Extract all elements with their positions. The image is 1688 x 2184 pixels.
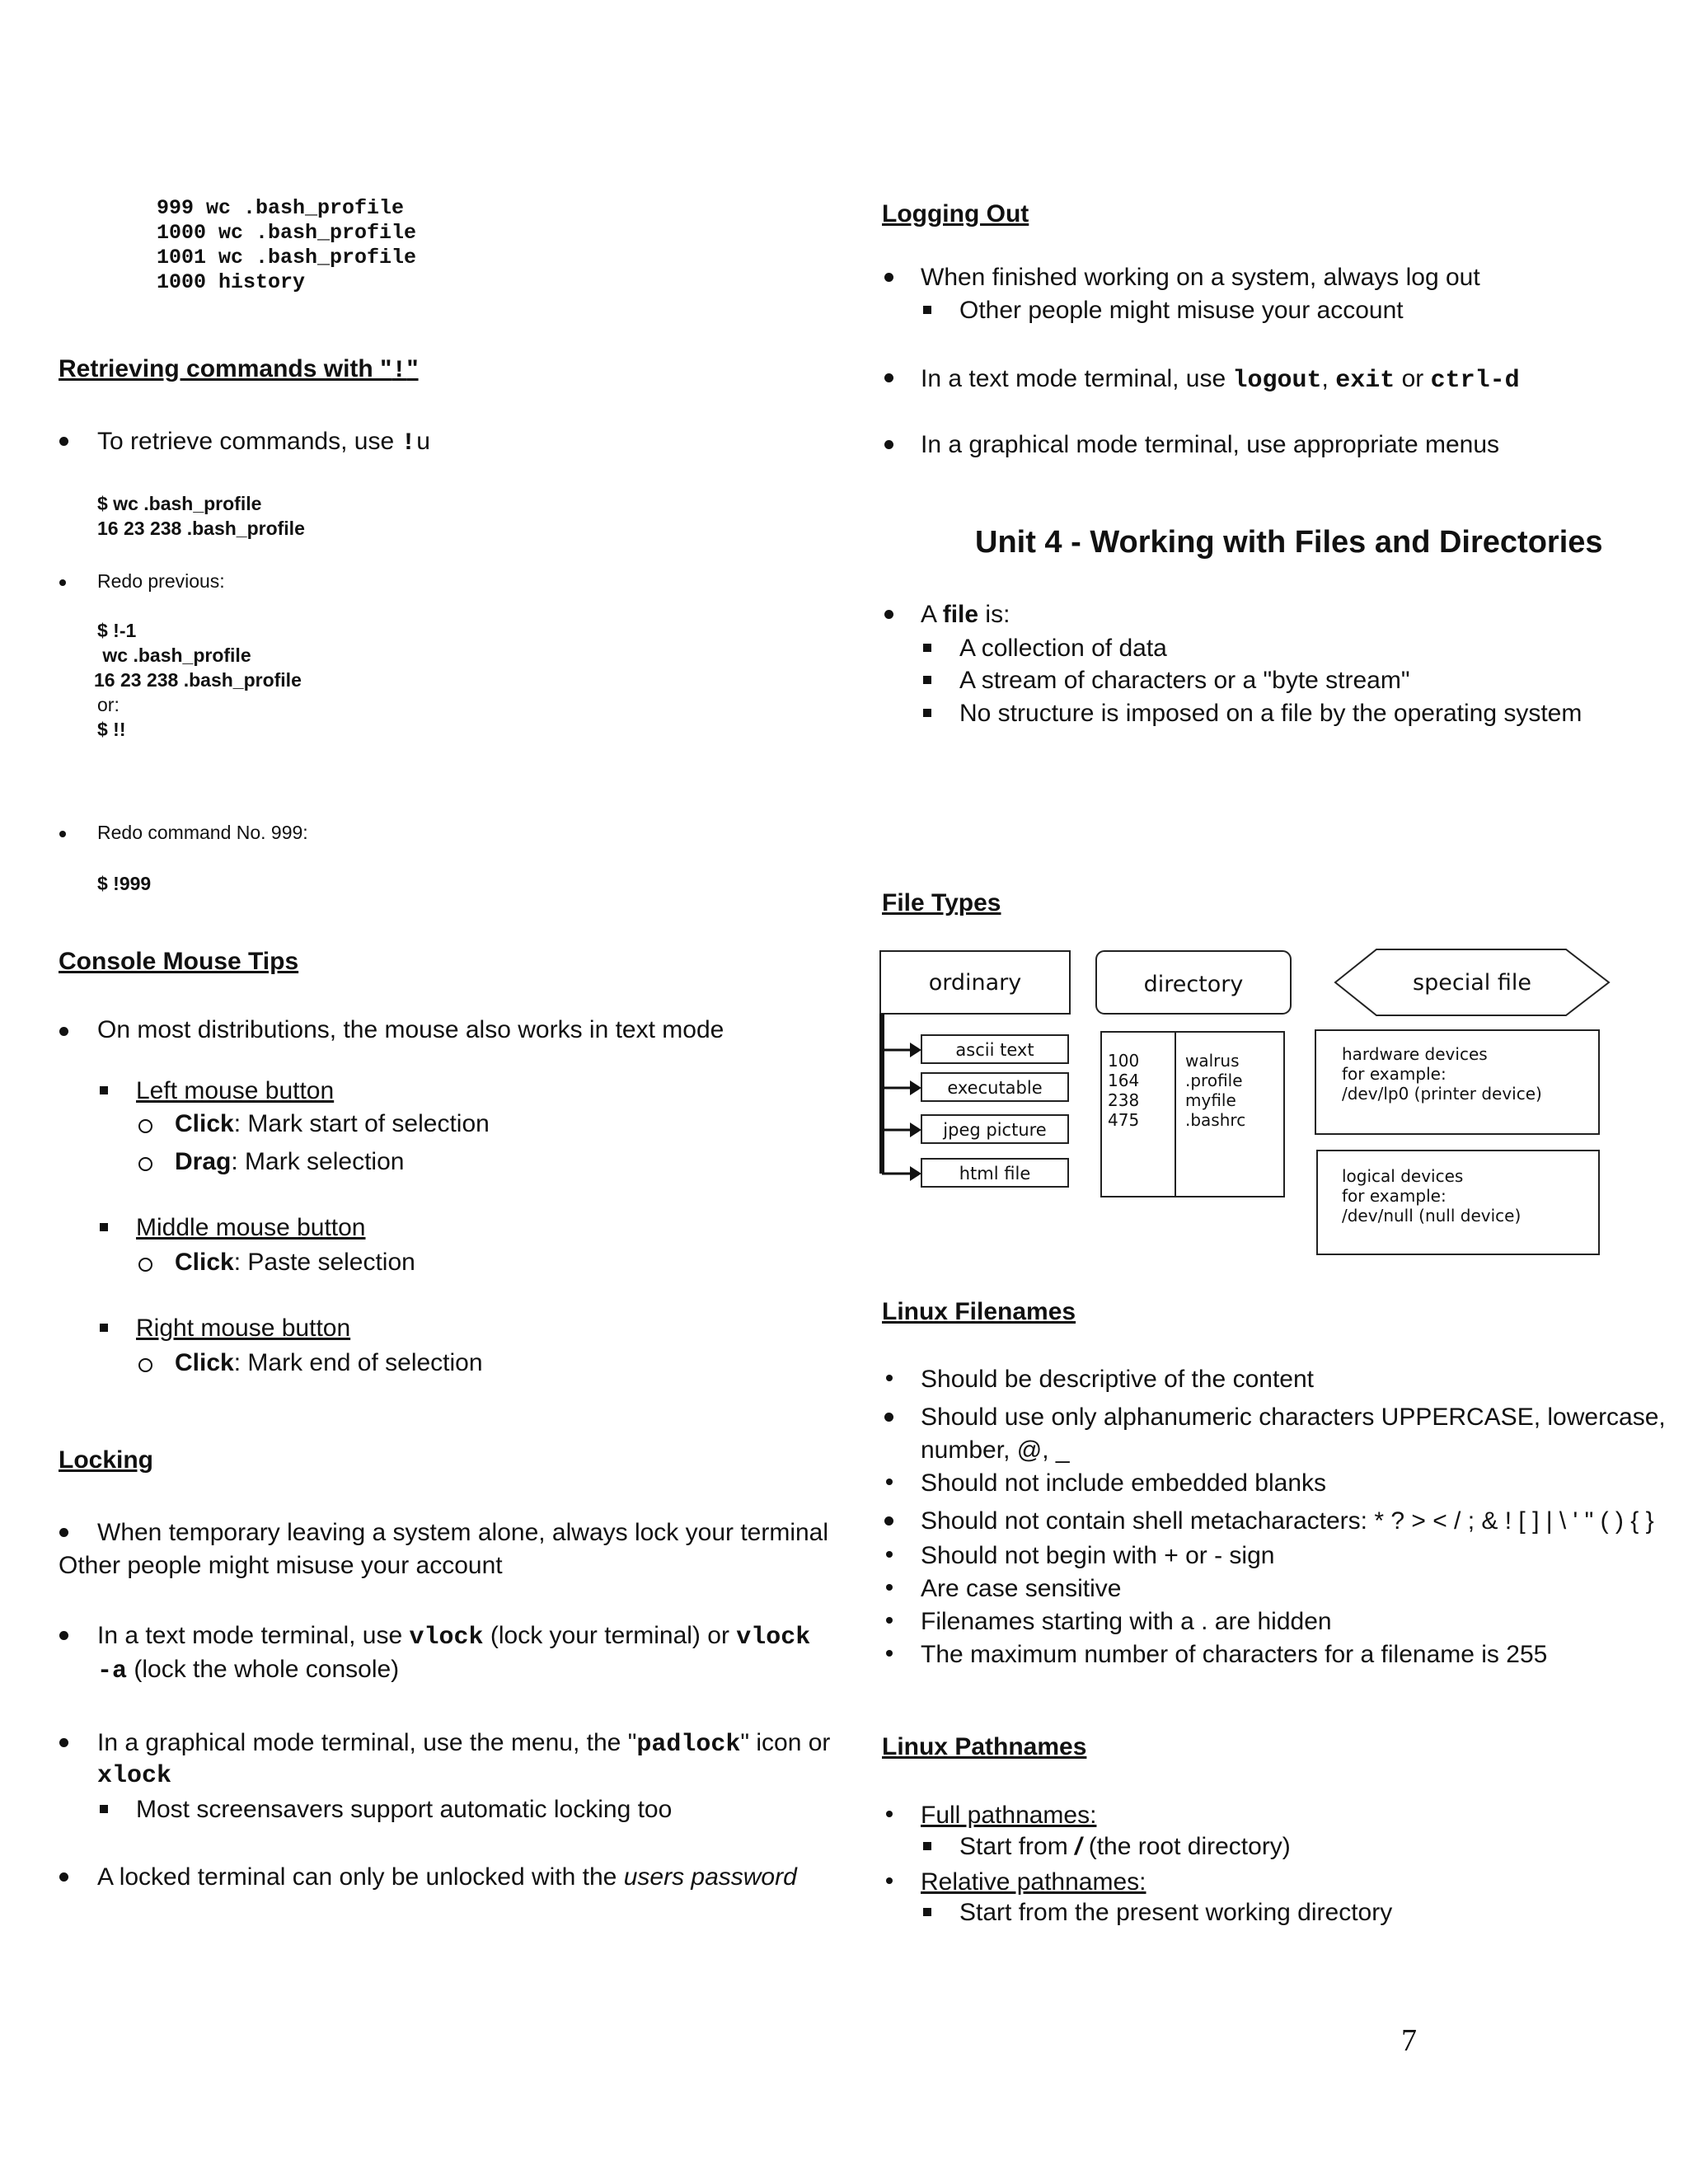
logical-line: /dev/null (null device) [1342,1206,1522,1226]
dir-entry-name: .profile [1185,1071,1243,1090]
square-bullet-icon [100,1324,108,1332]
relative-pathnames: Relative pathnames: [921,1868,1146,1896]
bullet-icon [59,1738,68,1747]
filename-rule: Should not contain shell metacharacters: * ? > < / ; & ! [ ] | \ ' " ( ) { } [921,1507,1654,1535]
right-click: Click: Mark end of selection [175,1349,483,1376]
hardware-line: hardware devices [1342,1044,1488,1064]
square-bullet-icon [923,1908,931,1916]
bullet-icon [886,1811,893,1817]
bullet-icon [59,1027,68,1036]
bullet-icon [884,373,893,382]
arrow-icon [910,1166,921,1181]
square-bullet-icon [923,709,931,717]
filename-rule: Should not begin with + or - sign [921,1542,1275,1569]
special-file-label: special file [1413,970,1531,996]
filename-rule: Should not include embedded blanks [921,1469,1327,1497]
bullet-icon [884,1516,893,1526]
html-label: html file [959,1164,1031,1183]
left-click: Click: Mark start of selection [175,1110,490,1137]
circle-bullet-icon [138,1258,152,1272]
example-line: $ !! [97,719,126,740]
redo-999: Redo command No. 999: [97,822,308,843]
left-drag: Drag: Mark selection [175,1148,405,1175]
inode-number: 238 [1108,1090,1140,1110]
bullet-icon [59,437,68,446]
square-bullet-icon [923,676,931,684]
dir-entry-name: walrus [1185,1051,1240,1071]
bullet-icon [884,273,893,282]
hardware-line: for example: [1342,1064,1447,1084]
bullet-icon [886,1551,893,1558]
logout-bullet-3: In a graphical mode terminal, use appropriate menus [921,431,1500,458]
bullet-icon [886,1479,893,1485]
square-bullet-icon [100,1223,108,1231]
middle-click: Click: Paste selection [175,1249,415,1276]
mouse-heading: Console Mouse Tips [59,948,299,975]
bullet-icon [886,1650,893,1657]
bullet-icon [59,1528,68,1537]
file-definition: A file is: [921,601,1010,628]
ordinary-label: ordinary [928,970,1022,996]
locking-bullet-3: In a graphical mode terminal, use the menu, the "padlock" icon or [97,1729,831,1759]
full-pathnames: Full pathnames: [921,1802,1097,1829]
bullet-icon [884,440,893,449]
dir-entry-name: myfile [1185,1090,1236,1110]
locking-bullet-2: In a text mode terminal, use vlock (lock your terminal) or vlock [97,1622,811,1652]
arrow-icon [910,1122,921,1137]
circle-bullet-icon [138,1157,152,1171]
inode-number: 164 [1108,1071,1140,1090]
retrieve-bullet: To retrieve commands, use !u [97,428,431,457]
example-line: 16 23 238 .bash_profile [97,518,305,539]
filename-rule: Are case sensitive [921,1575,1122,1602]
square-bullet-icon [923,1842,931,1850]
retrieve-heading: Retrieving commands with "!" [59,355,419,385]
locking-bullet-1-cont: Other people might misuse your account [59,1552,503,1579]
bullet-icon [59,831,66,837]
left-mouse-button: Left mouse button [136,1077,335,1104]
circle-bullet-icon [138,1358,152,1372]
right-mouse-button: Right mouse button [136,1315,351,1342]
bullet-icon [886,1617,893,1624]
directory-label: directory [1143,972,1244,997]
arrow-icon [910,1080,921,1095]
locking-bullet-3-sub: Most screensavers support automatic locking too [136,1796,673,1823]
square-bullet-icon [100,1086,108,1094]
square-bullet-icon [923,306,931,314]
logical-line: for example: [1342,1186,1447,1206]
logout-bullet-2: In a text mode terminal, use logout, exit or ctrl-d [921,365,1520,395]
full-pathnames-sub: Start from / (the root directory) [959,1833,1291,1860]
circle-bullet-icon [138,1119,152,1133]
executable-label: executable [947,1078,1043,1098]
history-line: 1001 wc .bash_profile [157,246,417,269]
filename-rule: Should use only alphanumeric characters UPPERCASE, lowercase, [921,1404,1666,1431]
bullet-icon [886,1584,893,1591]
unit-title: Unit 4 - Working with Files and Directories [975,525,1603,560]
locking-bullet-2-cont: -a (lock the whole console) [97,1656,400,1685]
locking-bullet-3-cont: xlock [97,1762,172,1790]
example-line: wc .bash_profile [97,644,251,666]
dir-entry-name: .bashrc [1185,1110,1246,1130]
ascii-label: ascii text [955,1040,1034,1060]
square-bullet-icon [100,1805,108,1813]
bullet-icon [884,1413,893,1422]
history-line: 1000 history [157,270,306,294]
bullet-icon [886,1375,893,1381]
example-line: $ wc .bash_profile [97,493,262,514]
bullet-icon [59,1631,68,1640]
square-bullet-icon [923,644,931,652]
arrow-icon [910,1043,921,1057]
example-line: $ !-1 [97,620,137,641]
page-number: 7 [1401,2023,1417,2058]
locking-bullet-4: A locked terminal can only be unlocked with the users password [97,1863,797,1891]
bullet-icon [59,1872,68,1882]
filenames-heading: Linux Filenames [882,1298,1076,1325]
logout-bullet-1: When finished working on a system, always log out [921,264,1480,291]
locking-bullet-1: When temporary leaving a system alone, always lock your terminal [97,1519,829,1546]
filename-rule: Filenames starting with a . are hidden [921,1608,1332,1635]
relative-pathnames-sub: Start from the present working directory [959,1899,1393,1926]
filetypes-heading: File Types [882,889,1001,916]
locking-heading: Locking [59,1446,154,1474]
inode-number: 100 [1108,1051,1140,1071]
filename-rule-cont: number, @, _ [921,1436,1070,1464]
pathnames-heading: Linux Pathnames [882,1733,1087,1760]
history-line: 999 wc .bash_profile [157,196,405,220]
jpeg-label: jpeg picture [943,1120,1047,1140]
bullet-icon [886,1877,893,1884]
file-def-sub: A stream of characters or a "byte stream" [959,667,1410,694]
example-line: 16 23 238 .bash_profile [94,669,302,691]
file-def-sub: No structure is imposed on a file by the operating system [959,700,1582,727]
filename-rule: The maximum number of characters for a filename is 255 [921,1641,1548,1668]
logout-bullet-1-sub: Other people might misuse your account [959,297,1404,324]
file-def-sub: A collection of data [959,635,1167,662]
example-line: $ !999 [97,873,152,894]
example-line: or: [97,694,120,715]
file-types-diagram [874,940,1615,1261]
inode-number: 475 [1108,1110,1140,1130]
filename-rule: Should be descriptive of the content [921,1366,1314,1393]
logout-heading: Logging Out [882,200,1029,227]
bullet-icon [884,610,893,619]
bullet-icon [59,579,66,586]
history-line: 1000 wc .bash_profile [157,221,417,245]
redo-previous: Redo previous: [97,570,225,592]
middle-mouse-button: Middle mouse button [136,1214,366,1241]
mouse-intro: On most distributions, the mouse also works in text mode [97,1016,724,1043]
logical-line: logical devices [1342,1166,1464,1186]
hardware-line: /dev/lp0 (printer device) [1342,1084,1542,1104]
